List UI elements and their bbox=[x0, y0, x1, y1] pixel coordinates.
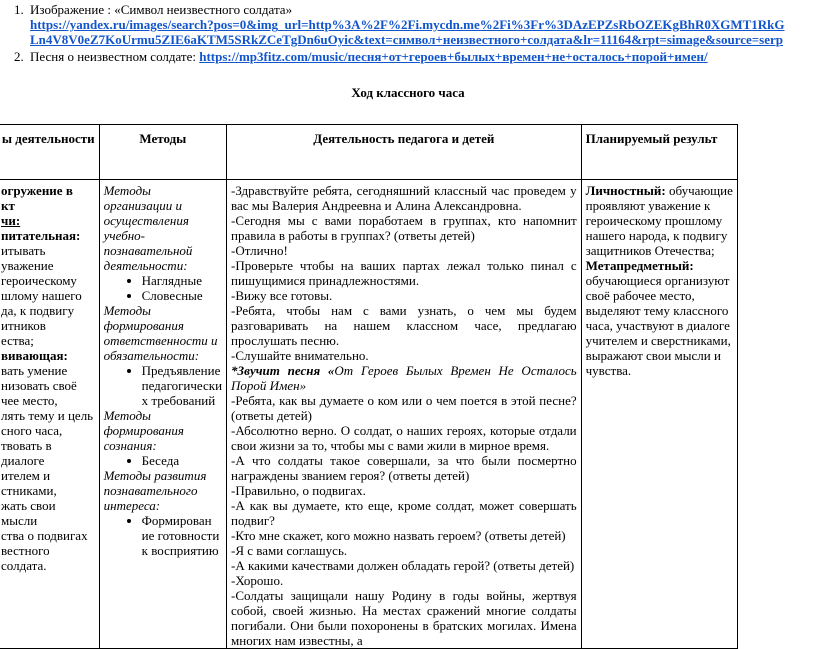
stage-line: стниками, bbox=[1, 483, 57, 498]
lesson-plan-table bbox=[0, 124, 738, 649]
dialogue-line: -Проверьте чтобы на ваших партах лежал только пинал с пишущимися принадлежностями. bbox=[231, 258, 577, 288]
dialogue-line: -Вижу все готовы. bbox=[231, 288, 333, 303]
stage-line: да, к подвигу bbox=[1, 303, 75, 318]
stage-line: шлому нашего bbox=[1, 288, 82, 303]
activity-cell bbox=[227, 180, 582, 649]
method-item: • Предъявление педагогически х требований bbox=[142, 363, 222, 408]
method-group-title: Методы организации и осуществления учебно-познавательной деятельности: bbox=[103, 183, 193, 273]
stage-line: твовать в диалоге bbox=[1, 438, 52, 468]
dialogue-line: -Хорошо. bbox=[231, 573, 284, 588]
song-cue bbox=[231, 363, 577, 393]
stage-line: жать свои мысли bbox=[1, 498, 56, 528]
personal-result-label: Личностный: bbox=[585, 183, 666, 198]
stage-cell bbox=[0, 180, 99, 649]
reference-number: 2. bbox=[14, 49, 24, 64]
dialogue-line: -Слушайте внимательно. bbox=[231, 348, 369, 363]
dialogue-line: -Я с вами соглашусь. bbox=[231, 543, 348, 558]
stage-line: ества; bbox=[1, 333, 34, 348]
stage-line: вать умение bbox=[1, 363, 68, 378]
song-title: От Героев Былых Времен Не Осталось Порой Имен» bbox=[231, 363, 577, 393]
method-group-title: Методы развития познавательного интереса: bbox=[103, 468, 207, 513]
references-list bbox=[14, 0, 814, 64]
meta-result-label: Метапредметный: bbox=[585, 258, 694, 273]
stage-line: вестного солдата. bbox=[1, 543, 50, 573]
reference-item-image bbox=[14, 2, 814, 47]
activity-text bbox=[231, 183, 577, 648]
stage-line: вивающая: bbox=[1, 348, 68, 363]
reference-item-song bbox=[14, 49, 814, 64]
personal-result-text: обучающие проявляют уважение к героическому прошлому нашего народа, к подвигу защитников Отечества; bbox=[585, 183, 733, 258]
method-group-title: Методы формирования ответственности и обязательности: bbox=[103, 303, 218, 363]
dialogue-line: -А что солдаты такое совершали, за что были посмертно награждены званием героя? (ответы детей) bbox=[231, 453, 577, 483]
reference-number: 1. bbox=[14, 2, 24, 17]
stage-line: лять тему и цель bbox=[1, 408, 94, 423]
stage-line: итников bbox=[1, 318, 46, 333]
image-source-link-cont[interactable]: Ln4V8V0eZ7KoUrmu5ZIE6aKTM5SRkZCeTgDn6uOyic&text=символ+неизвестного+солдата&lr=11164&rpt=simage&source=serp bbox=[30, 32, 784, 47]
dialogue-line: -Ребята, чтобы нам с вами узнать, о чем мы будем разговаривать на нашем классном часе, предлагаю прослушать песню. bbox=[231, 303, 577, 348]
stage-line: итывать уважение bbox=[1, 243, 54, 273]
dialogue-line: -Солдаты защищали нашу Родину в годы войны, жертвуя собой, своей жизнью. На местах сражений многие солдаты погибали. Они были похоронены в братских могилах. Имена многих нам известны, а bbox=[231, 588, 577, 648]
reference-label: Песня о неизвестном солдате: bbox=[30, 49, 200, 64]
stage-line: кт bbox=[1, 198, 15, 213]
stage-line: огружение в bbox=[1, 183, 73, 198]
methods-cell bbox=[99, 180, 226, 649]
dialogue-line: -А как вы думаете, кто еще, кроме солдат, может совершать подвиг? bbox=[231, 498, 577, 528]
method-item: • Наглядные bbox=[142, 273, 222, 288]
dialogue-line: -Отлично! bbox=[231, 243, 288, 258]
dialogue-line: -Кто мне скажет, кого можно назвать героем? (ответы детей) bbox=[231, 528, 566, 543]
result-cell bbox=[581, 180, 737, 649]
header-teacher-activity: Деятельность педагога и детей bbox=[227, 125, 582, 180]
section-heading: Ход классного часа bbox=[351, 85, 465, 100]
stage-line: питательная: bbox=[1, 228, 81, 243]
method-item: • Беседа bbox=[142, 453, 222, 468]
song-source-link[interactable]: https://mp3fitz.com/music/песня+от+героев+былых+времен+не+осталось+порой+имен/ bbox=[199, 49, 708, 64]
stage-line: чее место, bbox=[1, 393, 58, 408]
stage-line: чи: bbox=[1, 213, 21, 228]
stage-line: сного часа, bbox=[1, 423, 63, 438]
dialogue-line: -А какими качествами должен обладать герой? (ответы детей) bbox=[231, 558, 575, 573]
stage-line: ства о подвигах bbox=[1, 528, 88, 543]
dialogue-line: -Сегодня мы с вами поработаем в группах, кто напомнит правила в работы в группах? (ответы детей) bbox=[231, 213, 577, 243]
stage-line: низовать своё bbox=[1, 378, 77, 393]
reference-label: Изображение : «Символ неизвестного солдата» bbox=[30, 2, 293, 17]
header-activity-stage: ы деятельности bbox=[0, 125, 99, 180]
header-planned-result: Планируемый результ bbox=[581, 125, 737, 180]
song-cue-prefix: *Звучит песня « bbox=[231, 363, 335, 378]
image-source-link[interactable]: https://yandex.ru/images/search?pos=0&img_url=http%3A%2F%2Fi.mycdn.me%2Fi%3Fr%3DAzEPZsRbOZEKgBhR0XGMT1RkG bbox=[30, 17, 785, 32]
dialogue-line: -Правильно, о подвигах. bbox=[231, 483, 366, 498]
method-item: • Словесные bbox=[142, 288, 222, 303]
stage-line: ителем и bbox=[1, 468, 51, 483]
methods-text bbox=[104, 183, 222, 558]
stage-text bbox=[1, 183, 95, 573]
table-row bbox=[0, 180, 738, 649]
dialogue-line: -Абсолютно верно. О солдат, о наших героях, которые отдали свои жизни за то, чтобы мы с вами жили в мирное время. bbox=[231, 423, 577, 453]
dialogue-line: -Здравствуйте ребята, сегодняшний классный час проведем у вас мы Валерия Андреевна и Алина Александровна. bbox=[231, 183, 577, 213]
method-item: • Формирован ие готовности к восприятию bbox=[142, 513, 222, 558]
dialogue-line: -Ребята, как вы думаете о ком или о чем поется в этой песне? (ответы детей) bbox=[231, 393, 577, 423]
meta-result-text: обучающиеся организуют своё рабочее место, выделяют тему классного часа, участвуют в диалоге учителем и сверстниками, выражают свои мысли и чувства. bbox=[585, 273, 731, 378]
stage-line: героическому bbox=[1, 273, 77, 288]
method-group-title: Методы формирования сознания: bbox=[103, 408, 184, 453]
table-header-row bbox=[0, 125, 738, 180]
header-methods: Методы bbox=[99, 125, 226, 180]
